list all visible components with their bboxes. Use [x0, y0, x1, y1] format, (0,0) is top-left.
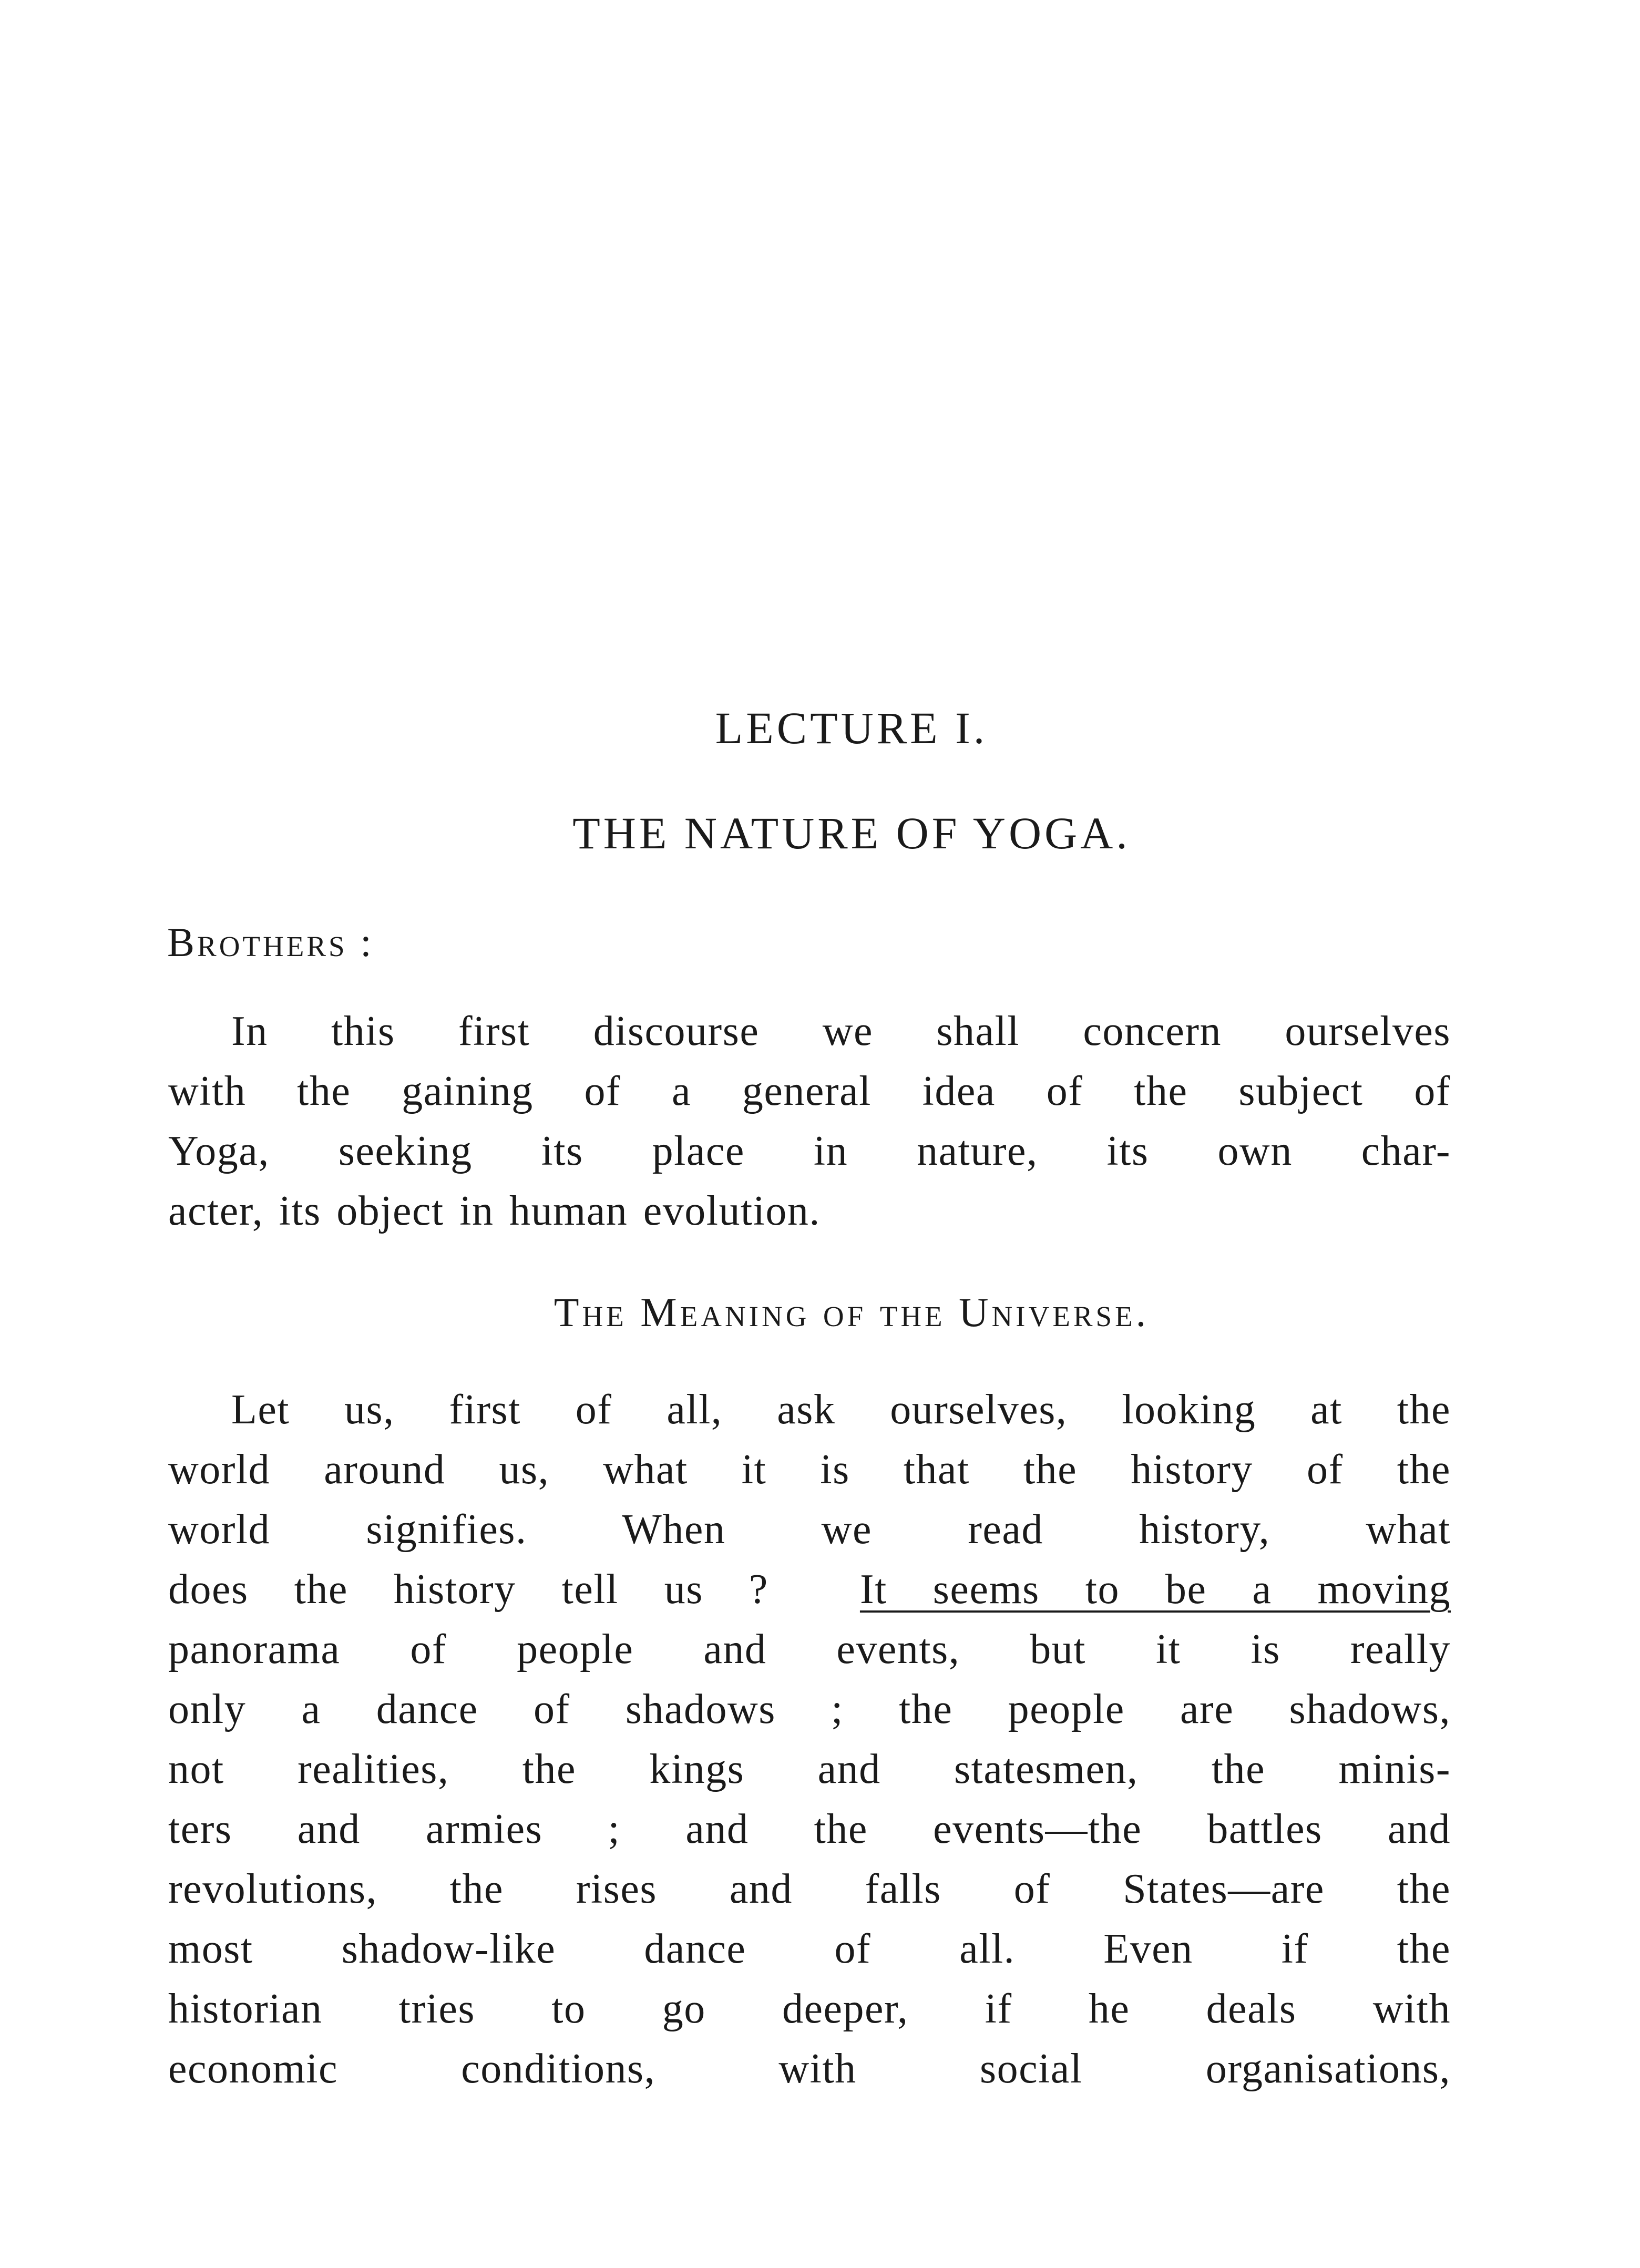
text-line-with-underline — [168, 1559, 1451, 1619]
paragraph-intro — [168, 1001, 1451, 1241]
lecture-title: THE NATURE OF YOGA. — [572, 808, 1131, 858]
text-line: world signifies. When we read history, what — [168, 1506, 1451, 1553]
text-line: ters and armies ; and the events—the battles and — [168, 1806, 1451, 1852]
text-line: In this first discourse we shall concern ourselves — [231, 1008, 1451, 1054]
text-line: historian tries to go deeper, if he deals with — [168, 1986, 1451, 2032]
text-line: world around us, what it is that the history of the — [168, 1446, 1451, 1493]
text-line: most shadow-like dance of all. Even if the — [168, 1926, 1451, 1972]
text-line: Let us, first of all, ask ourselves, looking at the — [231, 1387, 1451, 1433]
text-line: Yoga, seeking its place in nature, its own char- — [168, 1128, 1451, 1174]
text-line: not realities, the kings and statesmen, the minis- — [168, 1746, 1451, 1792]
salutation: Brothers : — [167, 919, 374, 965]
text-line: panorama of people and events, but it is really — [168, 1626, 1451, 1672]
text-line: economic conditions, with social organisations, — [168, 2046, 1451, 2092]
text-line: revolutions, the rises and falls of States—are the — [168, 1866, 1451, 1912]
section-heading: The Meaning of the Universe. — [554, 1289, 1150, 1335]
underlined-phrase: It seems to be a moving — [859, 1566, 1451, 1613]
paragraph-meaning — [168, 1380, 1451, 2099]
text-segment: does the history tell us ? — [168, 1566, 768, 1613]
text-line: acter, its object in human evolution. — [168, 1188, 821, 1234]
text-line: only a dance of shadows ; the people are shadows, — [168, 1686, 1451, 1732]
text-line: with the gaining of a general idea of the subject of — [168, 1068, 1451, 1114]
lecture-number: LECTURE I. — [715, 703, 988, 753]
